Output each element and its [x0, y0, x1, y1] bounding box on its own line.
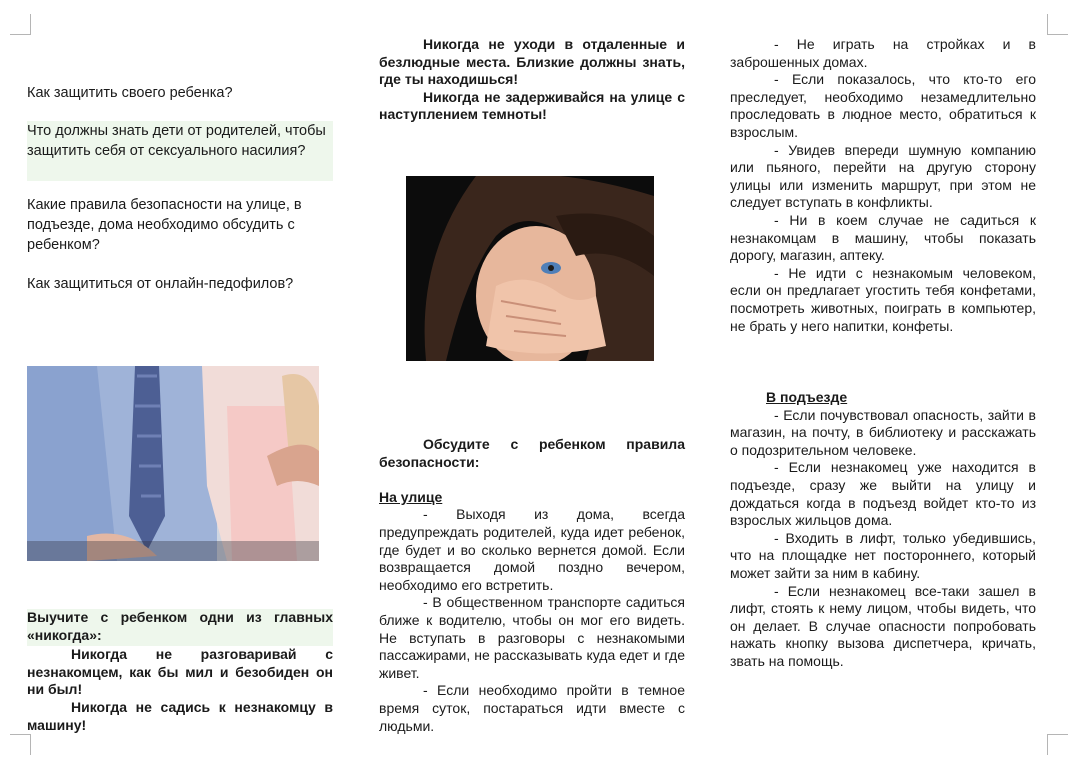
entrance-rule-1: - Если почувствовал опасность, зайти в магазин, на почту, в библиотеку и расскажать о подозрительном человеке.	[730, 406, 1036, 458]
photo-adult-and-child	[27, 366, 319, 561]
street-rule-1: - Выходя из дома, всегда предупреждать родителей, куда идет ребенок, где будет и во сколько вернется домой. Если возвращается домой поздно вечером, необходимо его встретить.	[379, 506, 685, 593]
street-rules-continued	[730, 36, 1036, 335]
entrance-section	[730, 389, 1036, 671]
rule-followed: - Если показалось, что кто-то его преследует, необходимо незамедлительно проследовать в людное место, обратиться к взрослым.	[730, 71, 1036, 140]
question-safety-rules: Какие правила безопасности на улице, в подъезде, дома необходимо обсудить с ребенком?	[27, 197, 302, 253]
street-rule-3: - Если необходимо пройти в темное время суток, постараться идти вместе с людьми.	[379, 682, 685, 734]
crop-mark-top-left	[10, 14, 31, 35]
discuss-heading: Обсудите с ребенком правила безопасности:	[379, 436, 685, 470]
question-online-predators: Как защититься от онлайн-педофилов?	[27, 276, 294, 292]
crop-mark-top-right	[1047, 14, 1068, 35]
street-rule-2: - В общественном транспорте садиться ближе к водителю, чтобы он мог его видеть. Не вступать в разговоры с незнакомыми пассажирами, не рассказывать куда едет и где живет.	[379, 594, 685, 681]
street-section	[379, 436, 685, 735]
never-talk-strangers: Никогда не разговаривай с незнакомцем, как бы мил и безобиден он ни был!	[27, 646, 333, 698]
question-what-children-should-know: Что должны знать дети от родителей, чтобы защитить себя от сексуального насилия?	[27, 121, 333, 181]
never-stay-after-dark: Никогда не задерживайся на улице с наступлением темноты!	[379, 88, 685, 123]
rule-construction: - Не играть на стройках и в заброшенных домах.	[730, 36, 1036, 70]
entrance-rule-3: - Входить в лифт, только убедившись, что на площадке нет постороннего, который может зайти за ним в кабину.	[730, 529, 1036, 581]
crop-mark-bottom-left	[10, 734, 31, 755]
crop-mark-bottom-right	[1047, 734, 1068, 755]
never-list-col1	[27, 609, 333, 734]
never-remote-places: Никогда не уходи в отдаленные и безлюдные места. Близкие должны знать, где ты находишься!	[379, 36, 685, 88]
question-protect-child: Как защитить своего ребенка?	[27, 85, 233, 101]
photo-frightened-child	[406, 176, 654, 361]
learn-heading: Выучите с ребенком одни из главных «никогда»:	[27, 609, 333, 646]
entrance-rule-4: - Если незнакомец все-таки зашел в лифт, стоять к нему лицом, чтобы видеть, что он делает. В случае опасности попробовать нажать кнопку вызова диспетчера, кричать, звать на помощь.	[730, 582, 1036, 669]
rule-no-candy: - Не идти с незнакомым человеком, если он предлагает угостить тебя конфетами, посмотреть животных, поиграть в компьютер, не брать у него напитки, конфеты.	[730, 264, 1036, 334]
street-heading: На улице	[379, 488, 443, 505]
never-get-in-car: Никогда не садись к незнакомцу в машину!	[27, 698, 333, 733]
entrance-heading: В подъезде	[766, 389, 848, 405]
never-list-col2	[379, 36, 685, 124]
rule-no-car: - Ни в коем случае не садиться к незнакомцам в машину, чтобы показать дорогу, магазин, аптеку.	[730, 211, 1036, 264]
entrance-rule-2: - Если незнакомец уже находится в подъезде, сразу же выйти на улицу и дождаться когда в подъезд войдет кто-то из взрослых жильцов дома.	[730, 459, 1036, 529]
rule-noisy-company: - Увидев впереди шумную компанию или пьяного, перейти на другую сторону улицы или изменить маршрут, при этом не следует вступать в конфликты.	[730, 141, 1036, 211]
